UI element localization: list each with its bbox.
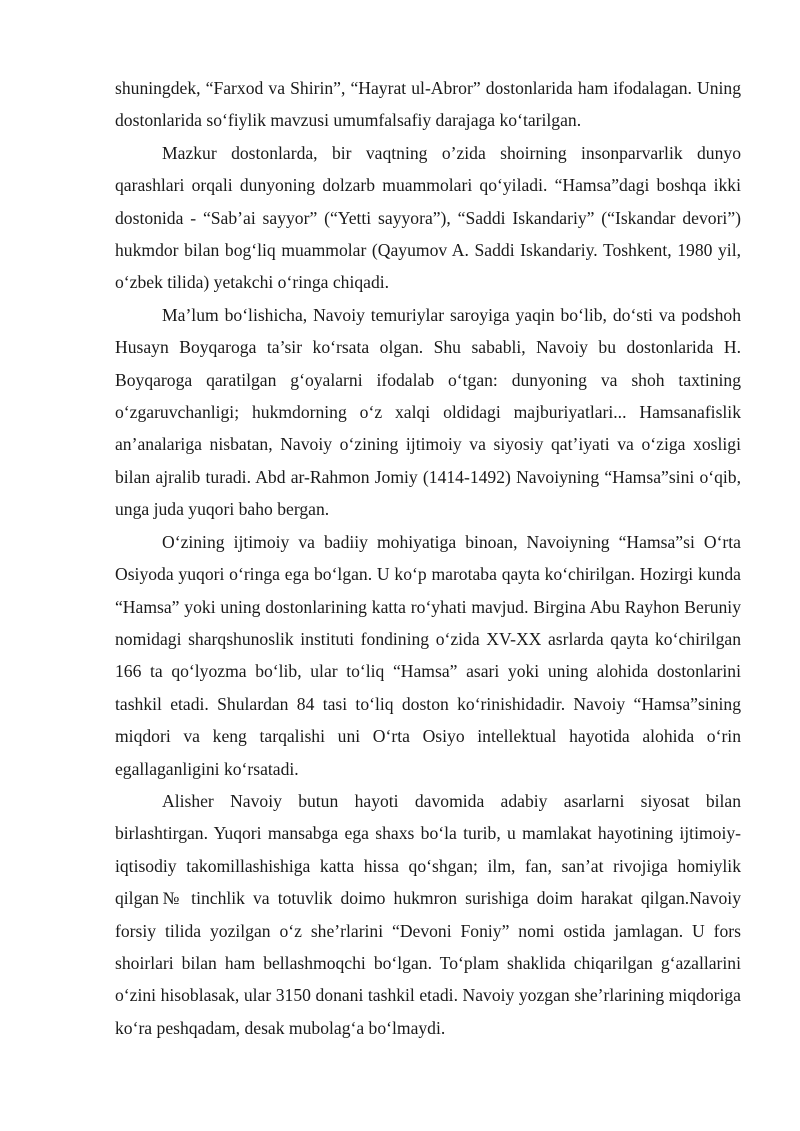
paragraph: Alisher Navoiy butun hayoti davomida adabiy asarlarni siyosat bilan birlashtirgan. Yuqori mansabga ega shaxs bo‘la turib, u mamlakat hayotining ijtimoiy-iqtisodiy takomillashishiga katta hissa qo‘shgan; ilm, fan, san’at rivojiga homiylik qilgan№ tinchlik va totuvlik doimo hukmron surishiga doim harakat qilgan.Navoiy forsiy tilida yozilgan o‘z she’rlarini “Devoni Foniy” nomi ostida jamlagan. U fors shoirlari bilan ham bellashmoqchi bo‘lgan. To‘plam shaklida chiqarilgan g‘azallarini o‘zini hisoblasak, ular 3150 donani tashkil etadi. Navoiy yozgan she’rlarining miqdoriga ko‘ra peshqadam, desak mubolag‘a bo‘lmaydi.: [115, 790, 741, 1038]
body-text: [115, 72, 741, 1044]
paragraph: Mazkur dostonlarda, bir vaqtning o’zida shoirning insonparvarlik dunyo qarashlari orqali dunyoning dolzarb muammolari qo‘yiladi. “Hamsa”dagi boshqa ikki dostonida - “Sab’ai sayyor” (“Yetti sayyora”), “Saddi Iskandariy” (“Iskandar devori”) hukmdor bilan bog‘liq muammolar (Qayumov A. Saddi Iskandariy. Toshkent, 1980 yil, o‘zbek tilida) yetakchi o‘ringa chiqadi.: [115, 142, 741, 293]
paragraph: O‘zining ijtimoiy va badiiy mohiyatiga binoan, Navoiyning “Hamsa”si O‘rta Osiyoda yuqori o‘ringa ega bo‘lgan. U ko‘p marotaba qayta ko‘chirilgan. Hozirgi kunda “Hamsa” yoki uning dostonlarining katta ro‘yhati mavjud. Birgina Abu Rayhon Beruniy nomidagi sharqshunoslik instituti fondining o‘zida XV-XX asrlarda qayta ko‘chirilgan 166 ta qo‘lyozma bo‘lib, ular to‘liq “Hamsa” asari yoki uning alohida dostonlarini tashkil etadi. Shulardan 84 tasi to‘liq doston ko‘rinishidadir. Navoiy “Hamsa”sining miqdori va keng tarqalishi uni O‘rta Osiyo intellektual hayotida alohida o‘rin egallaganligini ko‘rsatadi.: [115, 531, 741, 779]
paragraph-continuation: shuningdek, “Farxod va Shirin”, “Hayrat ul-Abror” dostonlarida ham ifodalagan. Uning dostonlarida so‘fiylik mavzusi umumfalsafiy darajaga ko‘tarilgan.: [115, 78, 741, 131]
paragraph: Ma’lum bo‘lishicha, Navoiy temuriylar saroyiga yaqin bo‘lib, do‘sti va podshoh Husayn Boyqaroga ta’sir ko‘rsata olgan. Shu sababli, Navoiy bu dostonlarida H. Boyqaroga qaratilgan g‘oyalarni ifodalab o‘tgan: dunyoning va shoh taxtining o‘zgaruvchanligi; hukmdorning o‘z xalqi oldidagi majburiyatlari... Hamsanafislik an’analariga nisbatan, Navoiy o‘zining ijtimoiy va siyosiy qat’iyati va o‘ziga xosligi bilan ajralib turadi. Abd ar-Rahmon Jomiy (1414-1492) Navoiyning “Hamsa”sini o‘qib, unga juda yuqori baho bergan.: [115, 304, 741, 520]
